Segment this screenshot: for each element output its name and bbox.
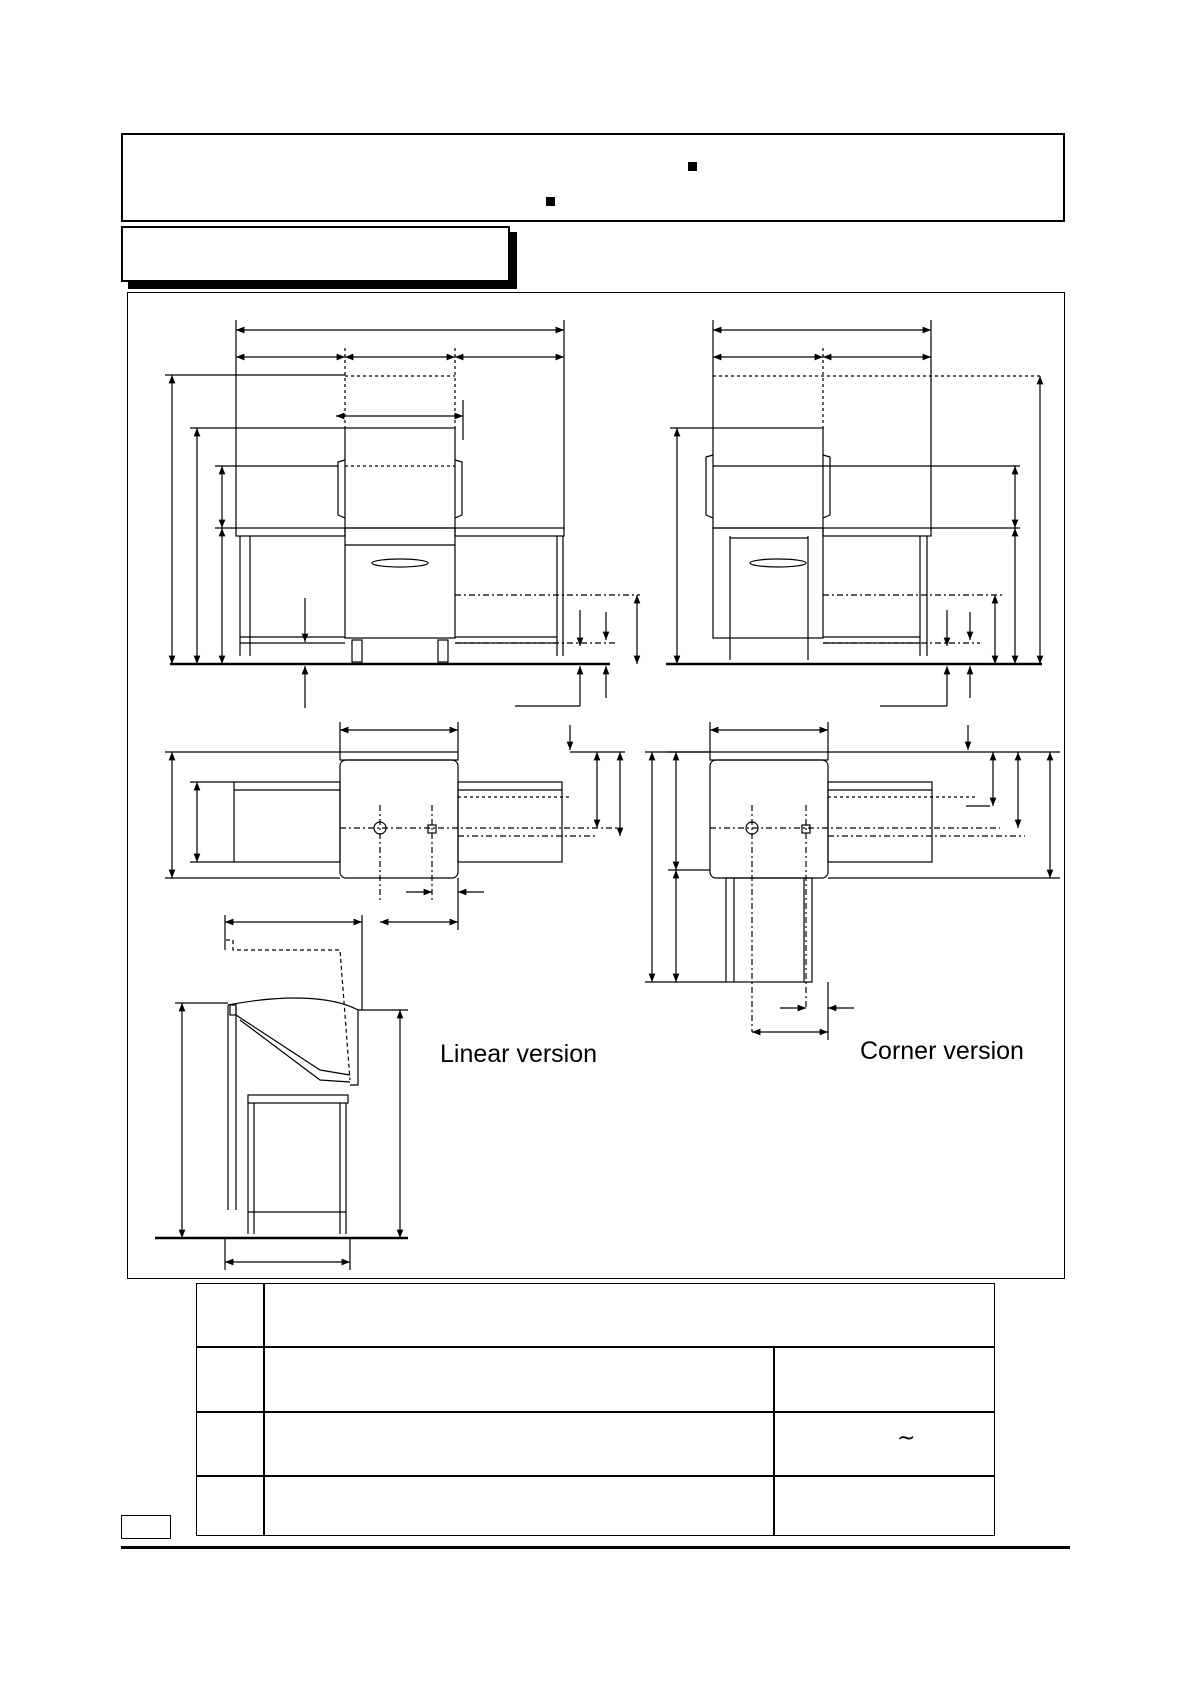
corner-front-view (666, 320, 1042, 706)
corner-top-view (645, 722, 1060, 1040)
side-view (155, 915, 408, 1270)
table-row-divider (197, 1346, 994, 1348)
table-col-divider (773, 1346, 775, 1535)
tilde-symbol: ~ (897, 1426, 916, 1451)
corner-version-label: Corner version (860, 1037, 1024, 1065)
spec-table (196, 1283, 995, 1536)
linear-top-view (165, 722, 625, 930)
table-col-divider (263, 1284, 265, 1535)
table-row-divider (197, 1475, 994, 1477)
linear-front-view (165, 320, 640, 708)
footer-rule (121, 1546, 1070, 1549)
page-number-box (121, 1515, 171, 1539)
table-row-divider (197, 1411, 994, 1413)
linear-version-label: Linear version (440, 1040, 598, 1068)
